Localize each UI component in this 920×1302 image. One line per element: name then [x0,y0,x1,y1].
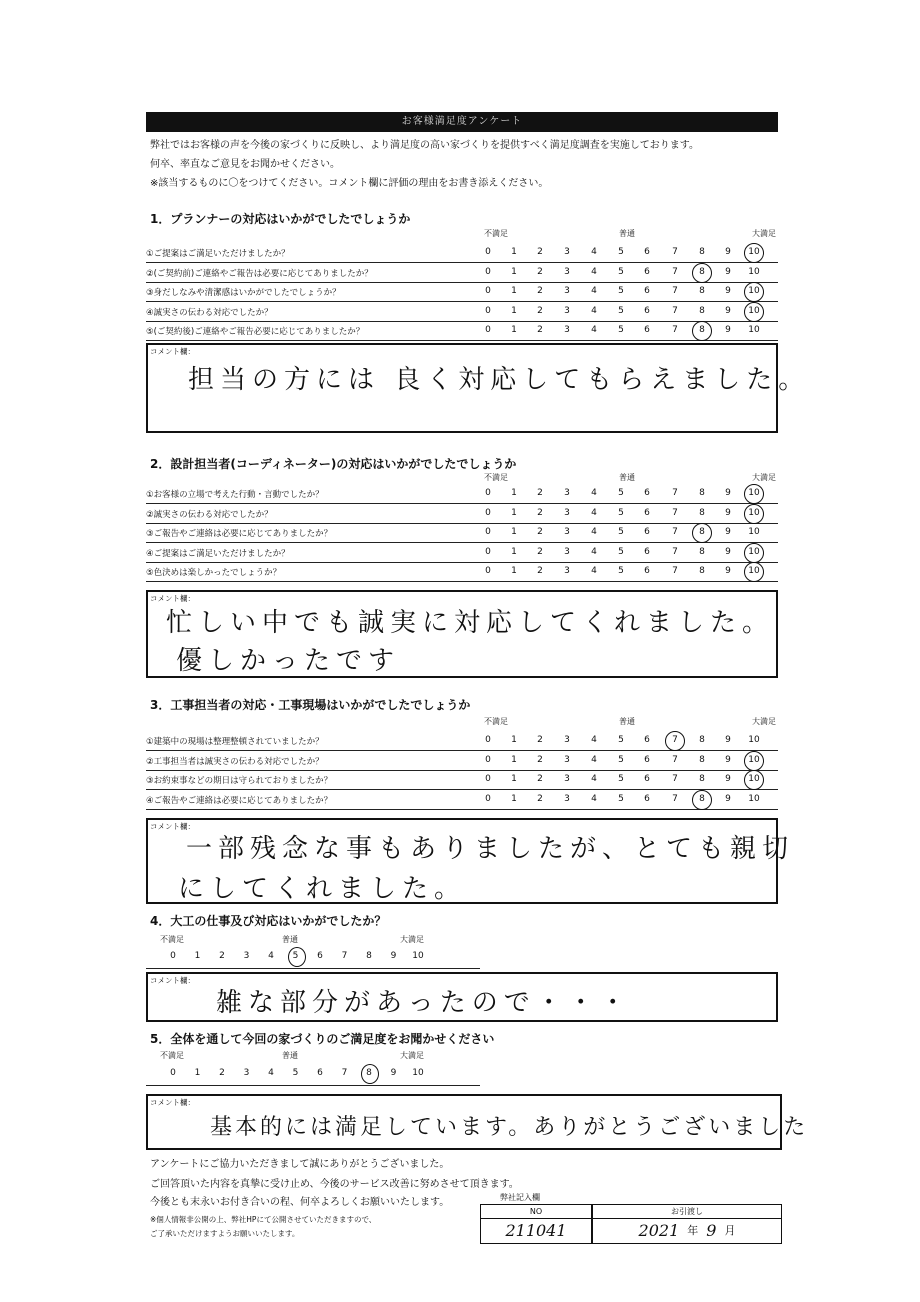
rating-option[interactable]: 2 [537,305,543,316]
rating-option[interactable]: 1 [511,266,517,277]
rating-option[interactable]: 0 [485,754,491,765]
question-text: ③ご報告やご連絡は必要に応じてありましたか？ [146,529,333,539]
rating-option[interactable]: 0 [485,305,491,316]
rating-option[interactable]: 4 [591,774,597,784]
rating-option[interactable]: 3 [564,286,570,296]
intro-line: ※該当するものに〇をつけてください。コメント欄に評価の理由をお書き添えください。 [150,178,549,189]
rating-option[interactable]: 4 [591,735,597,745]
rating-option[interactable]: 4 [591,754,597,765]
rating-option[interactable]: 7 [672,527,678,537]
rating-option[interactable]: 0 [170,951,176,961]
intro-line: 何卒、率直なご意見をお聞かせください。 [150,159,340,170]
rating-option[interactable]: 1 [511,286,517,296]
privacy-note: ご了承いただけますようお願いいたします。 [150,1229,300,1238]
rating-option[interactable]: 10 [748,735,760,745]
rating-option[interactable]: 0 [485,735,491,745]
scale-low-label: 不満足 [160,1051,184,1060]
scale-low-label: 不満足 [484,717,508,726]
rating-option[interactable]: 4 [591,325,597,335]
record-number-cell [480,1204,592,1244]
selected-rating[interactable]: 10 [744,566,764,576]
rating-option[interactable]: 6 [644,774,650,784]
rating-option[interactable]: 2 [219,951,225,961]
selected-rating[interactable]: 10 [744,488,764,498]
rating-option[interactable]: 6 [317,951,323,961]
selected-rating[interactable]: 10 [744,774,764,784]
scale-mid-label: 普通 [619,717,635,726]
rating-option[interactable]: 1 [511,566,517,576]
record-number-label: NO [481,1205,591,1219]
question-row [146,302,778,322]
rating-option[interactable]: 6 [644,305,650,316]
question-text: ②(ご契約前)ご連絡やご報告は必要に応じてありましたか？ [146,268,373,279]
rating-option[interactable]: 2 [537,325,543,335]
question-text: ①お客様の立場で考えた行動・言動でしたか？ [146,490,324,500]
rating-option[interactable]: 7 [672,774,678,784]
rating-option[interactable]: 1 [511,774,517,784]
rating-option[interactable]: 6 [644,793,650,804]
question-row [146,751,778,771]
rating-option[interactable]: 0 [485,774,491,784]
rating-option[interactable]: 9 [725,266,731,277]
rating-option[interactable]: 9 [725,735,731,745]
rating-option[interactable]: 8 [699,305,705,316]
selected-rating[interactable]: 10 [744,755,764,765]
rating-option[interactable]: 4 [591,546,597,557]
rating-option[interactable]: 4 [268,1068,274,1078]
footer-line: アンケートにご協力いただきまして誠にありがとうございました。 [150,1159,450,1170]
rating-option[interactable]: 4 [591,527,597,537]
rating-option[interactable]: 7 [341,951,348,961]
rating-option[interactable]: 2 [537,266,543,277]
rating-option[interactable]: 0 [485,488,491,498]
rating-option[interactable]: 1 [511,325,517,335]
rating-option[interactable]: 5 [618,488,624,498]
rating-option[interactable]: 6 [644,247,650,257]
question-row [146,790,778,810]
question-row [146,770,778,790]
rating-option[interactable]: 0 [485,325,491,335]
question-text: ④誠実さの伝わる対応でしたか？ [146,307,273,318]
rating-option[interactable]: 2 [537,793,543,804]
selected-rating[interactable]: 8 [692,527,712,537]
divider [146,968,480,969]
section-5-rating-scale [165,1068,445,1082]
selected-rating[interactable]: 7 [665,735,685,745]
rating-option[interactable]: 4 [591,793,597,804]
selected-rating[interactable]: 8 [692,794,712,804]
rating-option[interactable]: 6 [644,735,650,745]
rating-option[interactable]: 2 [537,754,543,765]
rating-option[interactable]: 1 [511,488,517,498]
rating-option[interactable]: 1 [511,507,517,518]
question-row [146,562,778,582]
rating-option[interactable]: 3 [564,266,570,277]
rating-option[interactable]: 5 [618,527,624,537]
rating-option[interactable]: 2 [537,566,543,576]
rating-option[interactable]: 3 [564,507,570,518]
rating-option[interactable]: 5 [618,546,624,557]
rating-option[interactable]: 7 [672,754,678,765]
handwritten-comment: 優しかったです [176,646,401,676]
comment-label: コメント欄： [150,976,195,985]
rating-option[interactable]: 4 [591,305,597,316]
question-text: ③身だしなみや清潔感はいかがでしたでしょうか？ [146,288,341,298]
rating-option[interactable]: 1 [511,305,517,316]
rating-option[interactable]: 3 [564,325,570,335]
rating-option[interactable]: 8 [699,566,705,576]
scale-high-label: 大満足 [400,935,424,944]
rating-option[interactable]: 5 [618,507,624,518]
rating-option[interactable]: 3 [564,247,570,257]
rating-option[interactable]: 9 [390,1068,397,1078]
intro-line: 弊社ではお客様の声を今後の家づくりに反映し、より満足度の高い家づくりを提供すべく満足度調査を実施しております。 [150,140,699,151]
rating-option[interactable]: 10 [748,325,760,335]
selected-rating[interactable]: 10 [744,508,764,518]
rating-option[interactable]: 2 [537,507,543,518]
rating-option[interactable]: 0 [485,546,491,557]
rating-option[interactable]: 5 [618,266,624,277]
rating-option[interactable]: 2 [537,735,543,745]
rating-option[interactable]: 0 [485,793,491,804]
scale-low-label: 不満足 [484,229,508,238]
rating-option[interactable]: 5 [292,1068,299,1078]
selected-rating[interactable]: 5 [286,951,306,961]
rating-option[interactable]: 7 [672,793,678,804]
question-row [146,321,778,341]
question-row [146,484,778,504]
scale-mid-label: 普通 [282,1051,298,1060]
rating-option[interactable]: 7 [672,507,678,518]
rating-option[interactable]: 6 [644,527,650,537]
rating-option[interactable]: 3 [564,488,570,498]
rating-option[interactable]: 7 [672,286,678,296]
question-text: ④ご報告やご連絡は必要に応じてありましたか？ [146,795,333,806]
question-text: ①建築中の現場は整理整頓されていましたか？ [146,737,324,747]
rating-option[interactable]: 0 [485,286,491,296]
rating-option[interactable]: 6 [644,507,650,518]
selected-rating[interactable]: 10 [744,286,764,296]
rating-option[interactable]: 1 [511,247,517,257]
question-row [146,282,778,302]
section-5-comment-box [146,1094,809,1150]
rating-option[interactable]: 8 [366,951,372,961]
rating-option[interactable]: 9 [390,951,397,961]
rating-option[interactable]: 0 [485,566,491,576]
scale-high-label: 大満足 [400,1051,424,1060]
rating-option[interactable]: 5 [618,247,624,257]
selected-rating[interactable]: 8 [692,267,712,277]
rating-option[interactable]: 6 [644,546,650,557]
rating-option[interactable]: 10 [412,951,424,961]
rating-option[interactable]: 1 [511,793,517,804]
rating-option[interactable]: 4 [591,488,597,498]
handover-year: 2021 [638,1221,680,1240]
privacy-note: ※個人情報非公開の上、弊社HPにて公開させていただきますので、 [150,1215,377,1224]
rating-option[interactable]: 9 [725,507,731,518]
selected-rating[interactable]: 10 [744,306,764,316]
rating-option[interactable]: 3 [564,735,570,745]
section-5-title: 5．全体を通して今回の家づくりのご満足度をお聞かせください [150,1032,495,1046]
rating-option[interactable]: 5 [618,735,624,745]
selected-rating[interactable]: 10 [744,247,764,257]
comment-label: コメント欄： [150,594,195,603]
rating-option[interactable]: 2 [537,527,543,537]
rating-option[interactable]: 8 [699,247,705,257]
rating-option[interactable]: 0 [485,266,491,277]
comment-label: コメント欄： [150,347,195,356]
rating-option[interactable]: 7 [672,325,678,335]
rating-option[interactable]: 3 [564,305,570,316]
rating-option[interactable]: 7 [672,305,678,316]
section-3-title: 3．工事担当者の対応・工事現場はいかがでしたでしょうか [150,698,471,712]
rating-option[interactable]: 8 [699,507,705,518]
scale-high-label: 大満足 [752,473,776,482]
section-4-title: 4．大工の仕事及び対応はいかがでしたか？ [150,914,387,928]
rating-option[interactable]: 8 [699,735,705,745]
rating-option[interactable]: 3 [564,754,570,765]
rating-option[interactable]: 5 [618,566,624,576]
scale-low-label: 不満足 [484,473,508,482]
rating-option[interactable]: 1 [511,527,517,537]
rating-option[interactable]: 3 [564,566,570,576]
scale-mid-label: 普通 [282,935,298,944]
rating-option[interactable]: 4 [591,266,597,277]
rating-option[interactable]: 0 [485,247,491,257]
rating-option[interactable]: 0 [485,507,491,518]
rating-option[interactable]: 6 [644,286,650,296]
section-4-rating-scale [165,951,445,965]
rating-option[interactable]: 9 [725,793,731,804]
year-unit: 年 [687,1224,699,1237]
scale-high-label: 大満足 [752,717,776,726]
section-4-comment-box [146,972,778,1022]
question-row [146,543,778,563]
rating-option[interactable]: 9 [725,527,731,537]
handover-month: 9 [706,1221,717,1240]
handwritten-comment: 雑な部分があったので・・・ [216,988,632,1018]
rating-option[interactable]: 6 [644,566,650,576]
rating-option[interactable]: 1 [511,735,517,745]
rating-option[interactable]: 7 [341,1068,348,1078]
rating-option[interactable]: 9 [725,546,731,557]
rating-option[interactable]: 9 [725,488,731,498]
handover-label: お引渡し [593,1205,781,1219]
scale-high-label: 大満足 [752,229,776,238]
rating-option[interactable]: 10 [748,793,760,804]
rating-option[interactable]: 4 [268,951,274,961]
selected-rating[interactable]: 8 [692,325,712,335]
rating-option[interactable]: 3 [564,793,570,804]
section-2-title: 2．設計担当者(コーディネーター)の対応はいかがでしたでしょうか [150,457,517,471]
rating-option[interactable]: 3 [243,951,250,961]
comment-label: コメント欄： [150,822,195,831]
rating-option[interactable]: 2 [537,247,543,257]
footer-line: 今後とも末永いお付き合いの程、何卒よろしくお願いいたします。 [150,1197,450,1208]
rating-option[interactable]: 7 [672,266,678,277]
rating-option[interactable]: 5 [618,774,624,784]
rating-option[interactable]: 10 [412,1068,424,1078]
page-title: お客様満足度アンケート [146,112,778,132]
rating-option[interactable]: 10 [748,266,760,277]
question-text: ⑤色決めは楽しかったでしょうか？ [146,568,282,578]
question-row [146,243,778,263]
rating-option[interactable]: 6 [644,266,650,277]
rating-option[interactable]: 4 [591,566,597,576]
rating-option[interactable]: 0 [485,527,491,537]
rating-option[interactable]: 2 [537,286,543,296]
section-3-comment-box [146,818,795,904]
rating-option[interactable]: 6 [644,754,650,765]
rating-option[interactable]: 9 [725,247,731,257]
rating-option[interactable]: 9 [725,305,731,316]
rating-option[interactable]: 4 [591,247,597,257]
rating-option[interactable]: 7 [672,546,678,557]
footer-line: ご回答頂いた内容を真摯に受け止め、今後のサービス改善に努めさせて頂きます。 [150,1179,519,1190]
handwritten-comment: にしてくれました。 [178,874,467,904]
scale-mid-label: 普通 [619,473,635,482]
rating-option[interactable]: 2 [537,488,543,498]
rating-option[interactable]: 8 [699,546,705,557]
handwritten-comment: 基本的には満足しています。ありがとうございました [210,1115,809,1140]
section-1-title: 1．プランナーの対応はいかがでしたでしょうか [150,212,411,226]
handover-date [593,1219,781,1243]
question-row [146,504,778,524]
scale-low-label: 不満足 [160,935,184,944]
question-text: ⑤(ご契約後)ご連絡やご報告必要に応じてありましたか？ [146,327,365,337]
rating-option[interactable]: 8 [699,774,705,784]
month-unit: 月 [724,1224,736,1237]
rating-option[interactable]: 3 [564,774,570,784]
rating-option[interactable]: 6 [317,1068,323,1078]
question-row [146,263,778,283]
rating-option[interactable]: 9 [725,774,731,784]
selected-rating[interactable]: 8 [359,1068,379,1078]
rating-option[interactable]: 5 [618,793,624,804]
question-text: ②誠実さの伝わる対応でしたか？ [146,509,273,520]
question-text: ①ご提案はご満足いただけましたか？ [146,249,290,259]
rating-option[interactable]: 8 [699,286,705,296]
comment-label: コメント欄： [150,1098,195,1107]
divider [146,1085,480,1086]
rating-option[interactable]: 3 [243,1068,250,1078]
question-row [146,523,778,543]
rating-option[interactable]: 5 [618,305,624,316]
question-text: ④ご提案はご満足いただけましたか？ [146,548,290,559]
rating-option[interactable]: 5 [618,754,624,765]
rating-option[interactable]: 7 [672,566,678,576]
rating-option[interactable]: 3 [564,527,570,537]
handwritten-comment: 担当の方には 良く対応してもらえました。 [188,365,811,395]
handwritten-comment: 一部残念な事もありましたが、とても親切 [186,834,795,864]
section-2-comment-box [146,590,778,678]
rating-option[interactable]: 9 [725,325,731,335]
rating-option[interactable]: 8 [699,488,705,498]
rating-option[interactable]: 2 [537,546,543,557]
handwritten-comment: 忙しい中でも誠実に対応してくれました。 [166,608,775,638]
rating-option[interactable]: 0 [170,1068,176,1078]
question-row [146,731,778,751]
question-text: ②工事担当者は誠実さの伝わる対応でしたか？ [146,756,324,767]
office-use-label: 弊社記入欄 [500,1193,540,1202]
handover-date-cell [592,1204,782,1244]
rating-option[interactable]: 6 [644,325,650,335]
rating-option[interactable]: 9 [725,754,731,765]
record-number-value: 211041 [505,1221,567,1240]
rating-option[interactable]: 6 [644,488,650,498]
rating-option[interactable]: 4 [591,507,597,518]
rating-option[interactable]: 1 [511,546,517,557]
rating-option[interactable]: 9 [725,566,731,576]
rating-option[interactable]: 4 [591,286,597,296]
rating-option[interactable]: 1 [194,1068,201,1078]
rating-option[interactable]: 3 [564,546,570,557]
rating-option[interactable]: 1 [194,951,201,961]
rating-option[interactable]: 8 [699,754,705,765]
selected-rating[interactable]: 10 [744,547,764,557]
rating-option[interactable]: 2 [219,1068,225,1078]
rating-option[interactable]: 5 [618,325,624,335]
rating-option[interactable]: 7 [672,488,678,498]
section-1-comment-box [146,343,811,433]
rating-option[interactable]: 10 [748,527,760,537]
question-text: ③お約束事などの期日は守られておりましたか？ [146,776,333,786]
rating-option[interactable]: 9 [725,286,731,296]
scale-mid-label: 普通 [619,229,635,238]
rating-option[interactable]: 1 [511,754,517,765]
rating-option[interactable]: 2 [537,774,543,784]
rating-option[interactable]: 7 [672,247,678,257]
rating-option[interactable]: 5 [618,286,624,296]
